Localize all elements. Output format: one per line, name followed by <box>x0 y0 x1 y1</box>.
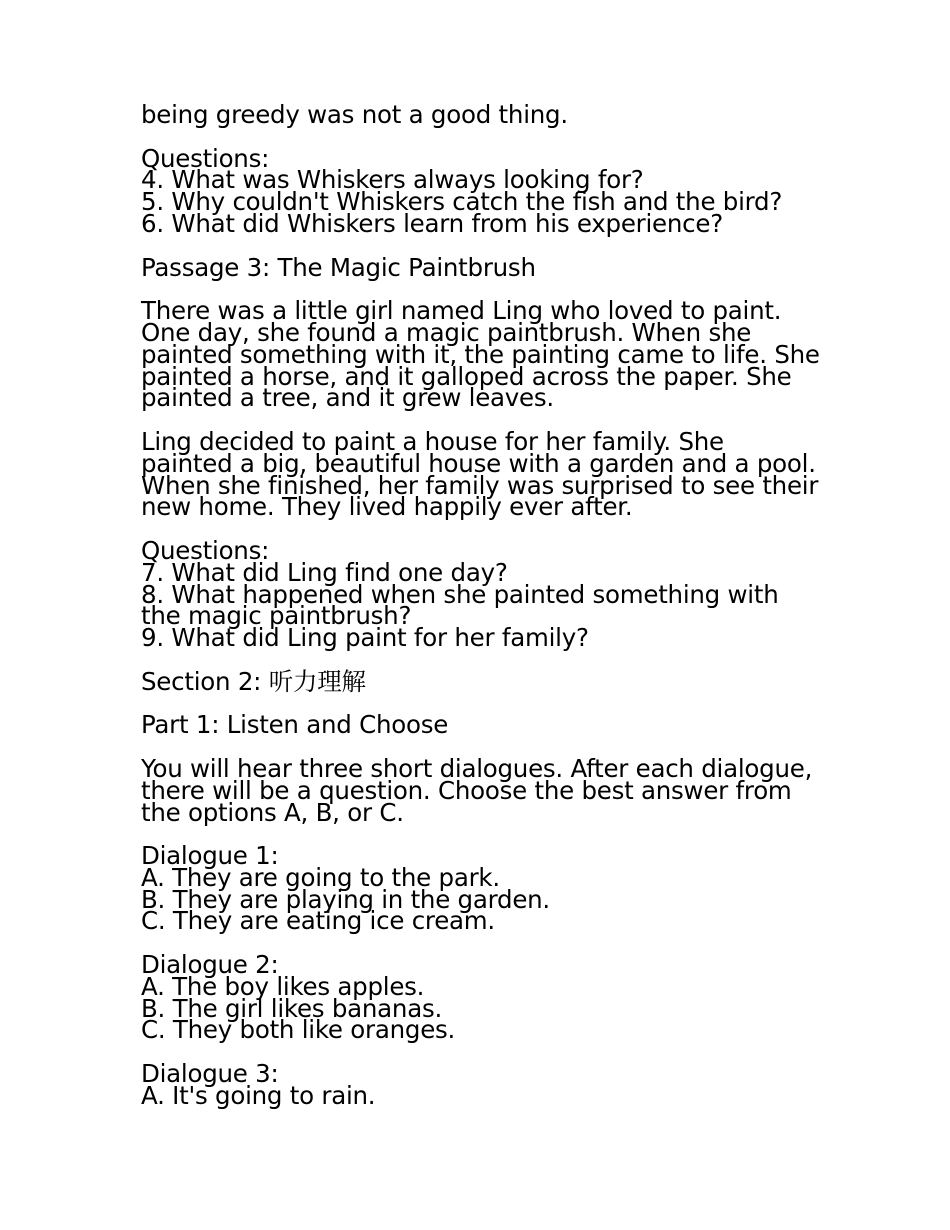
text-line: A. It's going to rain. <box>141 1080 376 1110</box>
text-line: painted a tree, and it grew leaves. <box>141 383 554 413</box>
text-paragraph <box>141 143 831 238</box>
text-line: 6. What did Whiskers learn from his experience? <box>141 208 723 238</box>
text-line: C. They are eating ice cream. <box>141 906 495 936</box>
text-line: B. They are playing in the garden. <box>141 884 550 914</box>
text-paragraph <box>141 753 831 827</box>
text-line: Section 2: 听力理解 <box>141 666 366 696</box>
text-line: Part 1: Listen and Choose <box>141 710 449 740</box>
text-line: the options A, B, or C. <box>141 797 404 827</box>
text-line: C. They both like oranges. <box>141 1015 456 1045</box>
text-line: Questions: <box>141 535 270 565</box>
text-paragraph <box>141 426 831 522</box>
text-line: new home. They lived happily ever after. <box>141 492 633 522</box>
text-paragraph <box>141 296 831 413</box>
text-line: You will hear three short dialogues. After each dialogue, <box>141 753 813 783</box>
text-line: there will be a question. Choose the best answer from <box>141 775 792 805</box>
text-paragraph <box>141 1059 831 1110</box>
text-line: Ling decided to paint a house for her family. She <box>141 426 724 456</box>
text-line: 8. What happened when she painted something with <box>141 579 779 609</box>
text-line: Questions: <box>141 143 270 173</box>
text-line: painted a big, beautiful house with a garden and a pool. <box>141 448 816 478</box>
text-paragraph <box>141 252 831 282</box>
text-line: There was a little girl named Ling who loved to paint. <box>141 296 782 326</box>
text-paragraph <box>141 950 831 1045</box>
text-line: One day, she found a magic paintbrush. When she <box>141 317 752 347</box>
text-paragraph <box>141 100 831 129</box>
text-paragraph <box>141 710 831 740</box>
text-line: Dialogue 1: <box>141 841 279 871</box>
text-line: Passage 3: The Magic Paintbrush <box>141 252 536 282</box>
text-line: A. They are going to the park. <box>141 862 500 892</box>
text-line: Dialogue 3: <box>141 1059 279 1089</box>
text-line: Dialogue 2: <box>141 950 279 980</box>
text-paragraph <box>141 535 831 653</box>
text-paragraph <box>141 666 831 696</box>
text-line: A. The boy likes apples. <box>141 971 425 1001</box>
text-line: painted a horse, and it galloped across the paper. She <box>141 361 792 391</box>
text-line: being greedy was not a good thing. <box>141 100 568 129</box>
text-line: 9. What did Ling paint for her family? <box>141 623 589 653</box>
text-line: 7. What did Ling find one day? <box>141 557 508 587</box>
text-line: painted something with it, the painting came to life. She <box>141 339 820 369</box>
text-paragraph <box>141 841 831 936</box>
text-line: the magic paintbrush? <box>141 601 412 631</box>
text-line: B. The girl likes bananas. <box>141 993 443 1023</box>
text-line: 5. Why couldn't Whiskers catch the fish and the bird? <box>141 187 783 217</box>
text-line: 4. What was Whiskers always looking for? <box>141 165 644 195</box>
text-line: When she finished, her family was surprised to see their <box>141 470 819 500</box>
document-page <box>141 100 831 1128</box>
